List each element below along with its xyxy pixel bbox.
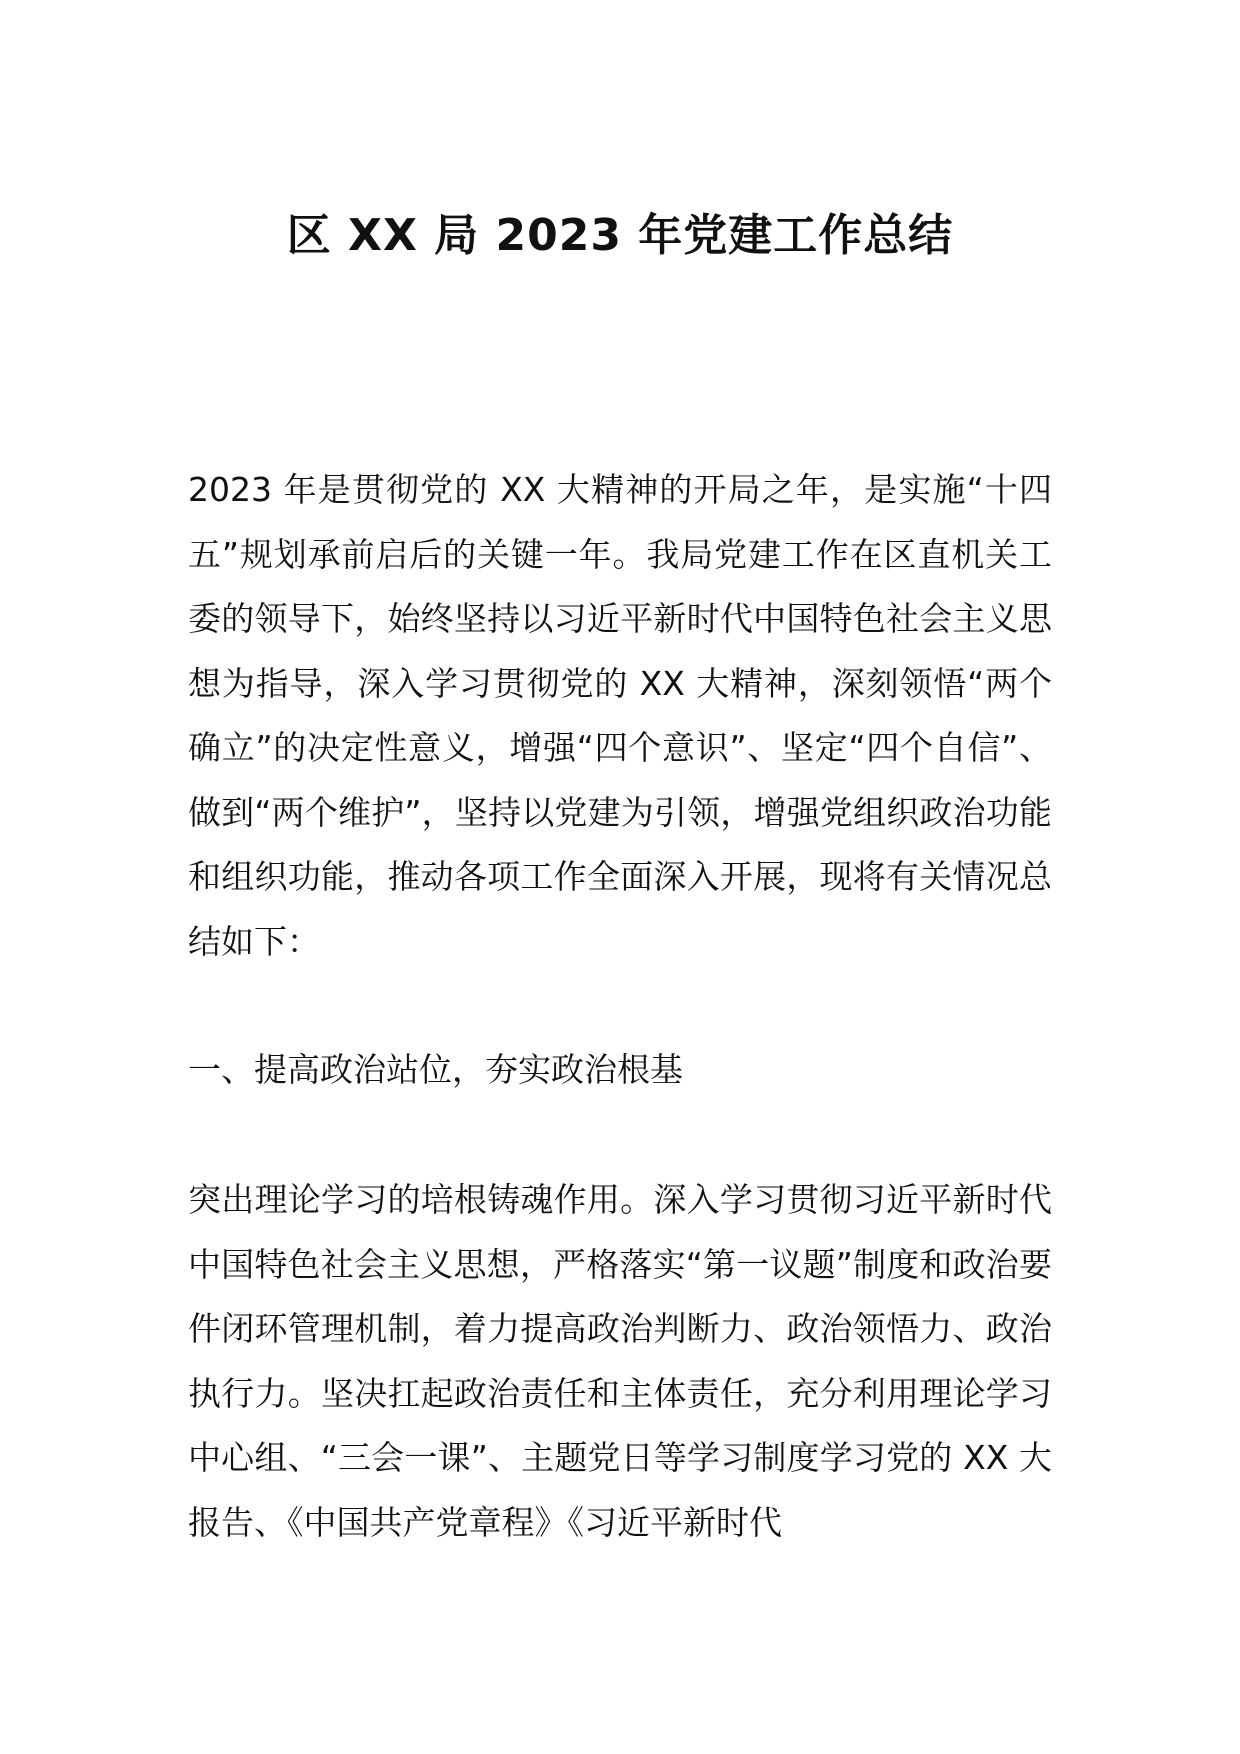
document-title: 区 XX 局 2023 年党建工作总结	[286, 210, 954, 261]
section-heading: 一、提高政治站位，夯实政治根基	[188, 1050, 683, 1089]
section-paragraph: 突出理论学习的培根铸魂作用。深入学习贯彻习近平新时代中国特色社会主义思想，严格落实“第一议题”制度和政治要件闭环管理机制，着力提高政治判断力、政治领悟力、政治执行力。坚决扛起政治责任和主体责任，充分利用理论学习中心组、“三会一课”、主题党日等学习制度学习党的 XX 大报告、《中国共产党章程》《习近平新时代	[188, 1180, 1052, 1542]
intro-paragraph: 2023 年是贯彻党的 XX 大精神的开局之年，是实施“十四五”规划承前启后的关键一年。我局党建工作在区直机关工委的领导下，始终坚持以习近平新时代中国特色社会主义思想为指导，深入学习贯彻党的 XX 大精神，深刻领悟“两个确立”的决定性意义，增强“四个意识”、坚定“四个自信”、做到“两个维护”，坚持以党建为引领，增强党组织政治功能和组织功能，推动各项工作全面深入开展，现将有关情况总结如下：	[188, 470, 1052, 961]
